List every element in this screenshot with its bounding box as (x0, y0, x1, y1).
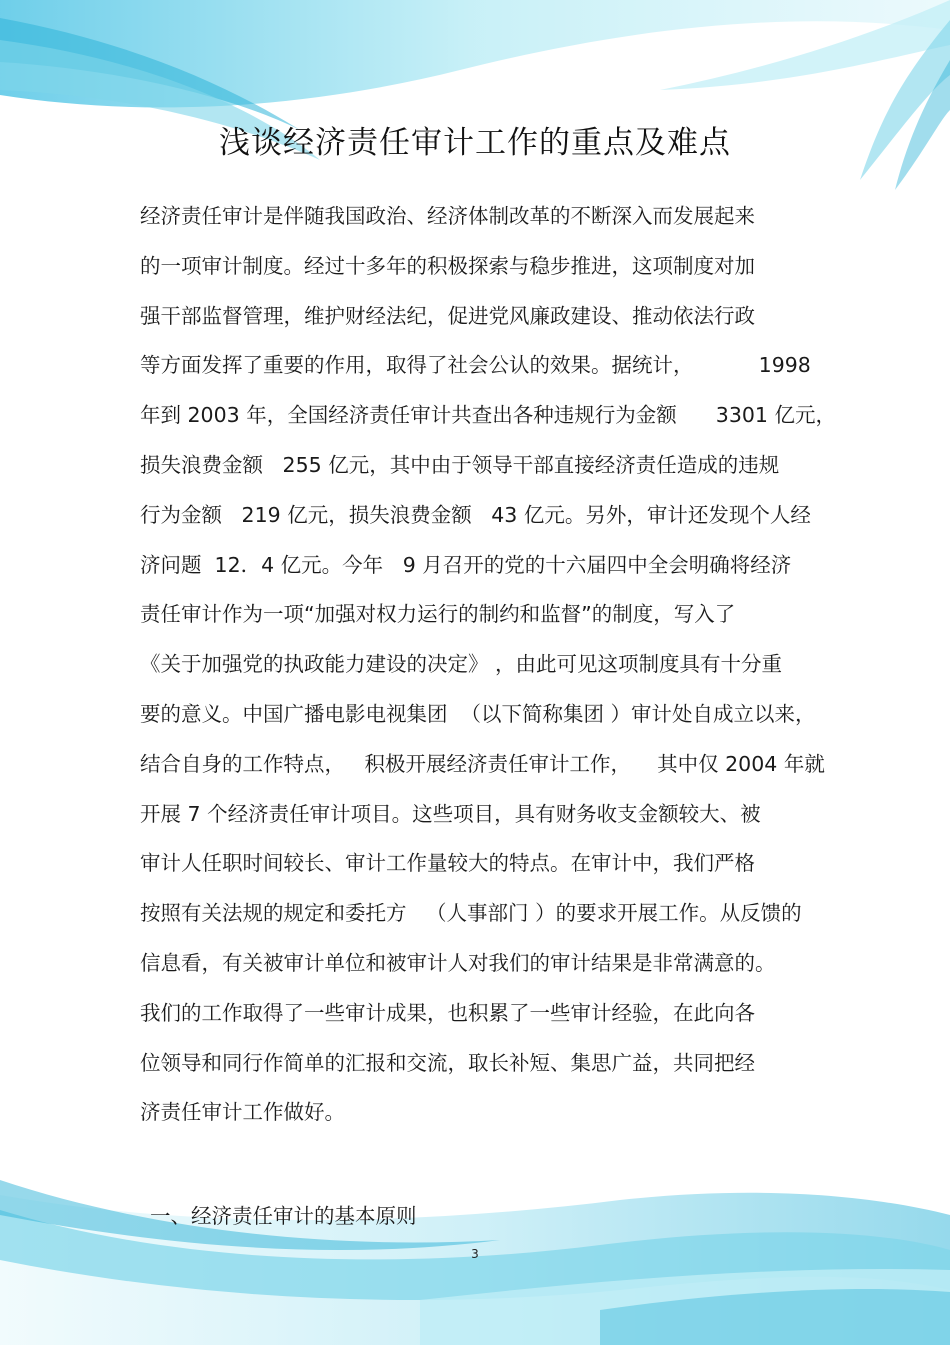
body-paragraph (140, 192, 836, 1138)
paragraph-line: 行为金额 219 亿元，损失浪费金额 43 亿元。另外，审计还发现个人经 (140, 502, 811, 527)
paragraph-line: 损失浪费金额 255 亿元，其中由于领导干部直接经济责任造成的违规 (140, 452, 780, 477)
paragraph-line: 济责任审计工作做好。 (140, 1100, 345, 1125)
section-heading: 一、经济责任审计的基本原则 (150, 1204, 417, 1228)
paragraph-line: 我们的工作取得了一些审计成果，也积累了一些审计经验，在此向各 (140, 1000, 755, 1025)
paragraph-line: 责任审计作为一项“加强对权力运行的制约和监督”的制度，写入了 (140, 602, 736, 627)
paragraph-line: 的一项审计制度。经过十多年的积极探索与稳步推进，这项制度对加 (140, 253, 755, 278)
document-title: 浅谈经济责任审计工作的重点及难点 (219, 125, 731, 161)
paragraph-line: 经济责任审计是伴随我国政治、经济体制改革的不断深入而发展起来 (140, 204, 755, 228)
page-number: 3 (471, 1247, 479, 1261)
paragraph-line: 信息看，有关被审计单位和被审计人对我们的审计结果是非常满意的。 (140, 950, 776, 975)
paragraph-line: 年到 2003 年，全国经济责任审计共查出各种违规行为金额 3301 亿元， (140, 403, 836, 428)
paragraph-line: 审计人任职时间较长、审计工作量较大的特点。在审计中，我们严格 (140, 851, 755, 876)
bottom-wave-decoration (0, 1180, 950, 1345)
paragraph-line: 按照有关法规的规定和委托方 （人事部门 ）的要求开展工作。从反馈的 (140, 901, 802, 926)
paragraph-line: 济问题 12．4 亿元。今年 9 月召开的党的十六届四中全会明确将经济 (140, 552, 792, 577)
paragraph-line: 结合自身的工作特点， 积极开展经济责任审计工作， 其中仅 2004 年就 (140, 751, 825, 776)
paragraph-line: 强干部监督管理，维护财经法纪，促进党风廉政建设、推动依法行政 (140, 303, 755, 328)
paragraph-line: 《关于加强党的执政能力建设的决定》 ，由此可见这项制度具有十分重 (140, 652, 783, 677)
paragraph-line: 位领导和同行作简单的汇报和交流，取长补短、集思广益，共同把经 (140, 1050, 755, 1075)
paragraph-line: 要的意义。中国广播电影电视集团 （以下简称集团 ）审计处自成立以来， (140, 701, 816, 726)
paragraph-line: 等方面发挥了重要的作用，取得了社会公认的效果。据统计， 1998 (140, 353, 811, 378)
paragraph-line: 开展 7 个经济责任审计项目。这些项目，具有财务收支金额较大、被 (140, 801, 761, 826)
